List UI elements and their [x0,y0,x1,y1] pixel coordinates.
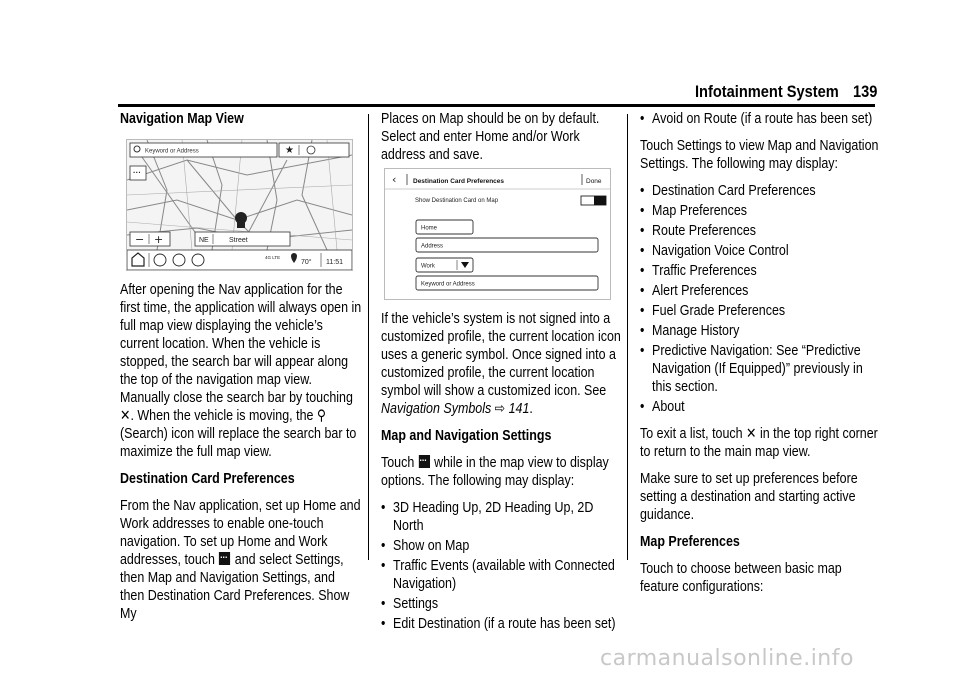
list-item: • Traffic Events (available with Connected Navigation) [381,558,615,592]
page-number: 139 [853,82,878,101]
paragraph-map-preferences: Touch to choose between basic map feature configurations: [640,561,842,595]
list-item: • Show on Map [381,538,470,554]
column-divider-2 [627,114,628,560]
show-destination-card-label: Show Destination Card on Map [415,198,499,204]
paragraph-text: while in the map view to display options. The following may display: [381,455,609,489]
bullet-icon: • [640,203,645,219]
nav-status-bar [127,250,352,270]
done-button[interactable]: Done [586,178,602,185]
paragraph-touch-options [381,454,624,490]
keyword-field-label: Keyword or Address [421,281,475,288]
bullet-icon: • [640,303,645,319]
running-header-title: Infotainment System [695,82,839,101]
heading-navigation-map-view: Navigation Map View [120,111,244,127]
page-ref-icon: ⇨ [494,401,506,417]
header-rule [118,104,875,107]
paragraph-text: To exit a list, touch [640,426,743,442]
bullet-icon: • [640,283,645,299]
paragraph-text: If the vehicle’s system is not signed into a customized profile, the current location icon uses a generic symbol. Once signed into a customized profile, the current location symbol will show a customized icon. See [381,311,621,399]
column-divider-1 [368,114,369,560]
bullet-icon: • [640,243,645,259]
options-list [381,499,624,633]
paragraph-nav-intro [120,281,363,461]
list-item: • 3D Heading Up, 2D Heading Up, 2D North [381,500,594,534]
paragraph-text: After opening the Nav application for the first time, the application will always open in full map view displaying the vehicle’s current location. When the vehicle is stopped, the search bar will appear along the top of the navigation map view. Manually close the search bar by touching [120,282,362,406]
list-item: • Map Preferences [640,203,748,219]
paragraph-text: . When the vehicle is moving, the [130,408,314,424]
list-item: • Manage History [640,323,740,339]
paragraph-text: in the top right corner to return to the main map view. [640,426,878,460]
paragraph-text: From the Nav application, set up Home and Work addresses to enable one-touch navigation. To set up Home and Work addresses, touch [120,498,361,568]
column-1 [120,110,360,137]
options-list-continued [640,110,883,128]
more-icon [219,552,230,565]
paragraph-text: (Search) icon will replace the search bar to maximize the full map view. [120,426,357,460]
list-item: • Predictive Navigation: See “Predictive Navigation (If Equipped)” previously in this section. [640,343,863,395]
list-item: • Navigation Voice Control [640,243,789,259]
bullet-icon: • [640,263,645,279]
paragraph-destination-setup [120,497,363,623]
list-item: • Fuel Grade Preferences [640,303,786,319]
settings-list [640,182,883,416]
destination-card-screenshot [384,168,611,300]
paragraph-exit-list [640,425,883,461]
nav-star-icon[interactable]: ★ [285,145,294,156]
page-ref-number[interactable]: 141 [508,401,530,417]
nav-signal-indicator: 4G LTE [265,255,281,260]
close-icon: ✕ [120,408,131,424]
column-1-body [120,281,360,632]
search-icon: ⚲ [316,408,327,424]
column-3 [640,110,880,605]
bullet-icon: • [381,616,386,632]
home-field-label: Home [421,225,438,232]
list-item: • Destination Card Preferences [640,183,816,199]
heading-map-preferences: Map Preferences [640,534,740,550]
paragraph-touch-settings: Touch Settings to view Map and Navigation Settings. The following may display: [640,138,879,172]
address-field[interactable] [416,238,598,252]
heading-map-and-navigation-settings: Map and Navigation Settings [381,428,552,444]
heading-destination-card-preferences: Destination Card Preferences [120,471,295,487]
nav-zoom-in-button[interactable]: + [154,233,164,246]
close-icon: ✕ [746,426,757,442]
paragraph-show-my-places: Places on Map should be on by default. Select and enter Home and/or Work address and save. [381,111,600,163]
more-icon [419,455,430,468]
list-item: • Alert Preferences [640,283,749,299]
bullet-icon: • [640,399,645,415]
nav-search-placeholder: Keyword or Address [145,148,199,155]
bullet-icon: • [640,323,645,339]
list-item: • Traffic Preferences [640,263,757,279]
bullet-icon: • [381,500,386,516]
bullet-icon: • [640,111,645,127]
list-item: • Route Preferences [640,223,757,239]
bullet-icon: • [640,343,645,359]
column-2-body [381,310,621,642]
paragraph-text: and select Settings, then Map and Navigation Settings, and then Destination Card Preferences. Show My [120,552,350,622]
bullet-icon: • [640,223,645,239]
paragraph-profile-icon: If the vehicle’s system is not signed into a customized profile, the current location icon uses a generic symbol. Once signed into a customized profile, the current location symbol will show a customized icon. See Navigation Symbols ⇨ 141. [381,311,621,417]
work-field-label: Work [421,263,435,270]
list-item: • Settings [381,596,439,612]
paragraph-preferences-tip: Make sure to set up preferences before setting a destination and starting active guidance. [640,471,858,523]
nav-clock: 11:51 [326,259,343,266]
watermark: carmanualsonline.info [600,646,854,671]
link-navigation-symbols[interactable]: Navigation Symbols [381,401,492,417]
back-arrow-icon[interactable]: ‹ [392,173,397,186]
nav-temperature: 70° [301,259,312,266]
address-field-label: Address [421,243,444,250]
list-item: • Edit Destination (if a route has been set) [381,616,616,632]
bullet-icon: • [381,538,386,554]
nav-heading: NE [199,237,209,244]
dest-card-title: Destination Card Preferences [413,178,505,185]
bullet-icon: • [381,596,386,612]
bullet-icon: • [381,558,386,574]
column-2 [381,110,621,173]
bullet-icon: • [640,183,645,199]
nav-map-screenshot [126,139,353,271]
nav-street-name: Street [229,237,248,244]
nav-zoom-out-button[interactable]: − [135,233,145,246]
list-item: • Avoid on Route (if a route has been set) [640,111,873,127]
list-item: • About [640,399,685,415]
nav-more-icon: ··· [133,168,141,177]
paragraph-text: Touch [381,455,415,471]
